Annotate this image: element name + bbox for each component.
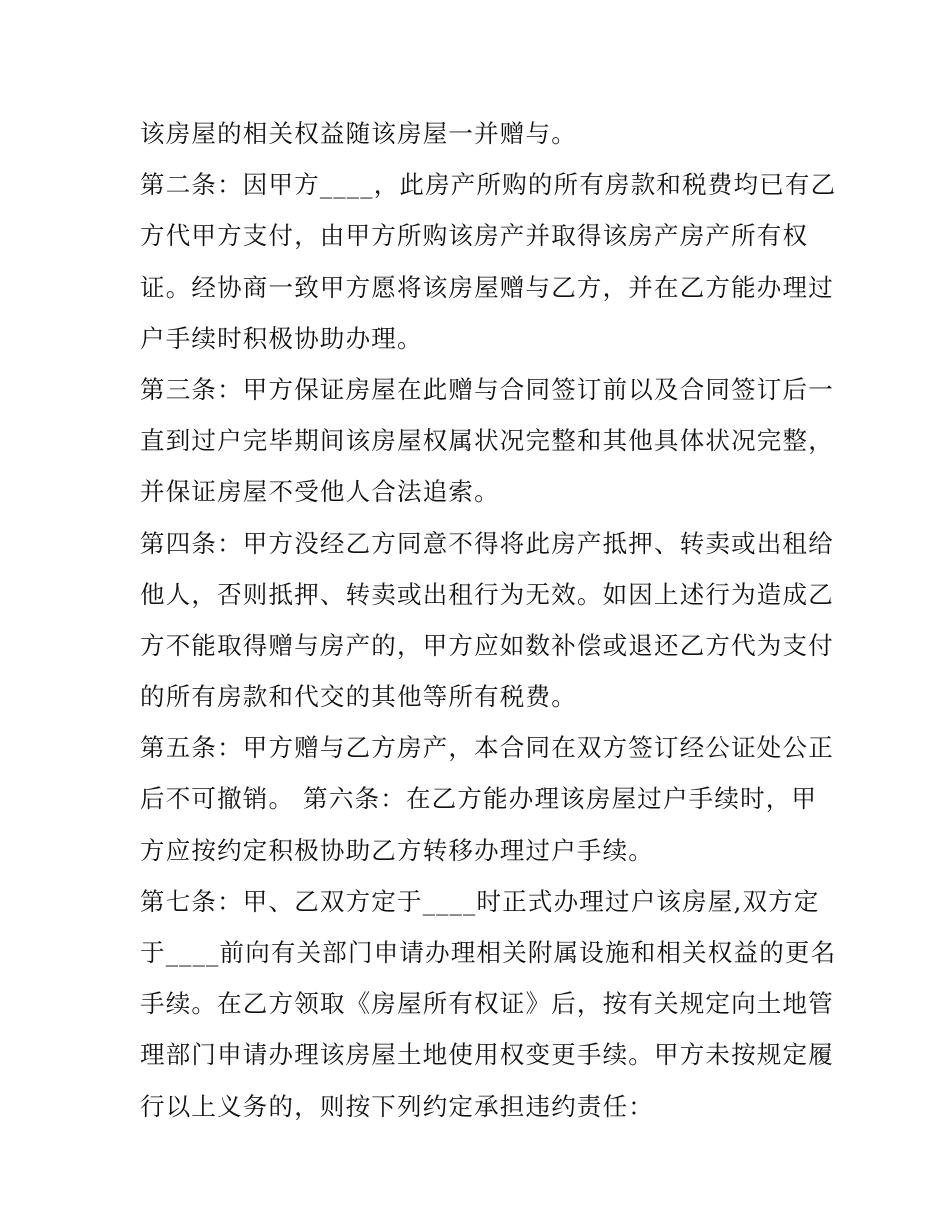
- text-line: 后不可撤销。 第六条：在乙方能办理该房屋过户手续时，甲: [140, 784, 818, 814]
- text-line: 第二条：因甲方____，此房产所购的所有房款和税费均已有乙: [140, 170, 837, 200]
- text-line: 手续。在乙方领取《房屋所有权证》后，按有关规定向土地管: [140, 989, 834, 1019]
- text-line: 他人，否则抵押、转卖或出租行为无效。如因上述行为造成乙: [140, 579, 834, 609]
- text-line: 证。经协商一致甲方愿将该房屋赠与乙方，并在乙方能办理过: [140, 272, 834, 302]
- text-line: 第三条：甲方保证房屋在此赠与合同签订前以及合同签订后一: [140, 374, 834, 404]
- text-line: 该房屋的相关权益随该房屋一并赠与。: [140, 119, 577, 148]
- text-line: 方代甲方支付，由甲方所购该房产并取得该房产房产所有权: [140, 221, 809, 251]
- text-line: 的所有房款和代交的其他等所有税费。: [140, 682, 577, 712]
- text-line: 直到过户完毕期间该房屋权属状况完整和其他具体状况完整，: [140, 426, 834, 456]
- text-line: 第五条：甲方赠与乙方房产，本合同在双方签订经公证处公正: [140, 733, 834, 763]
- text-line: 方应按约定积极协助乙方转移办理过户手续。: [140, 835, 654, 865]
- text-line: 并保证房屋不受他人合法追索。: [140, 477, 500, 507]
- text-line: 户手续时积极协助办理。: [140, 323, 423, 353]
- text-line: 方不能取得赠与房产的，甲方应如数补偿或退还乙方代为支付: [140, 630, 834, 660]
- text-line: 第七条：甲、乙双方定于____时正式办理过户该房屋,双方定: [140, 886, 820, 916]
- text-line: 于____前向有关部门申请办理相关附属设施和相关权益的更名: [140, 938, 837, 967]
- text-line: 行以上义务的，则按下列约定承担违约责任：: [140, 1091, 654, 1121]
- contract-text: [140, 108, 837, 1132]
- text-line: 理部门申请办理该房屋土地使用权变更手续。甲方未按规定履: [140, 1040, 834, 1070]
- text-line: 第四条：甲方没经乙方同意不得将此房产抵押、转卖或出租给: [140, 528, 834, 558]
